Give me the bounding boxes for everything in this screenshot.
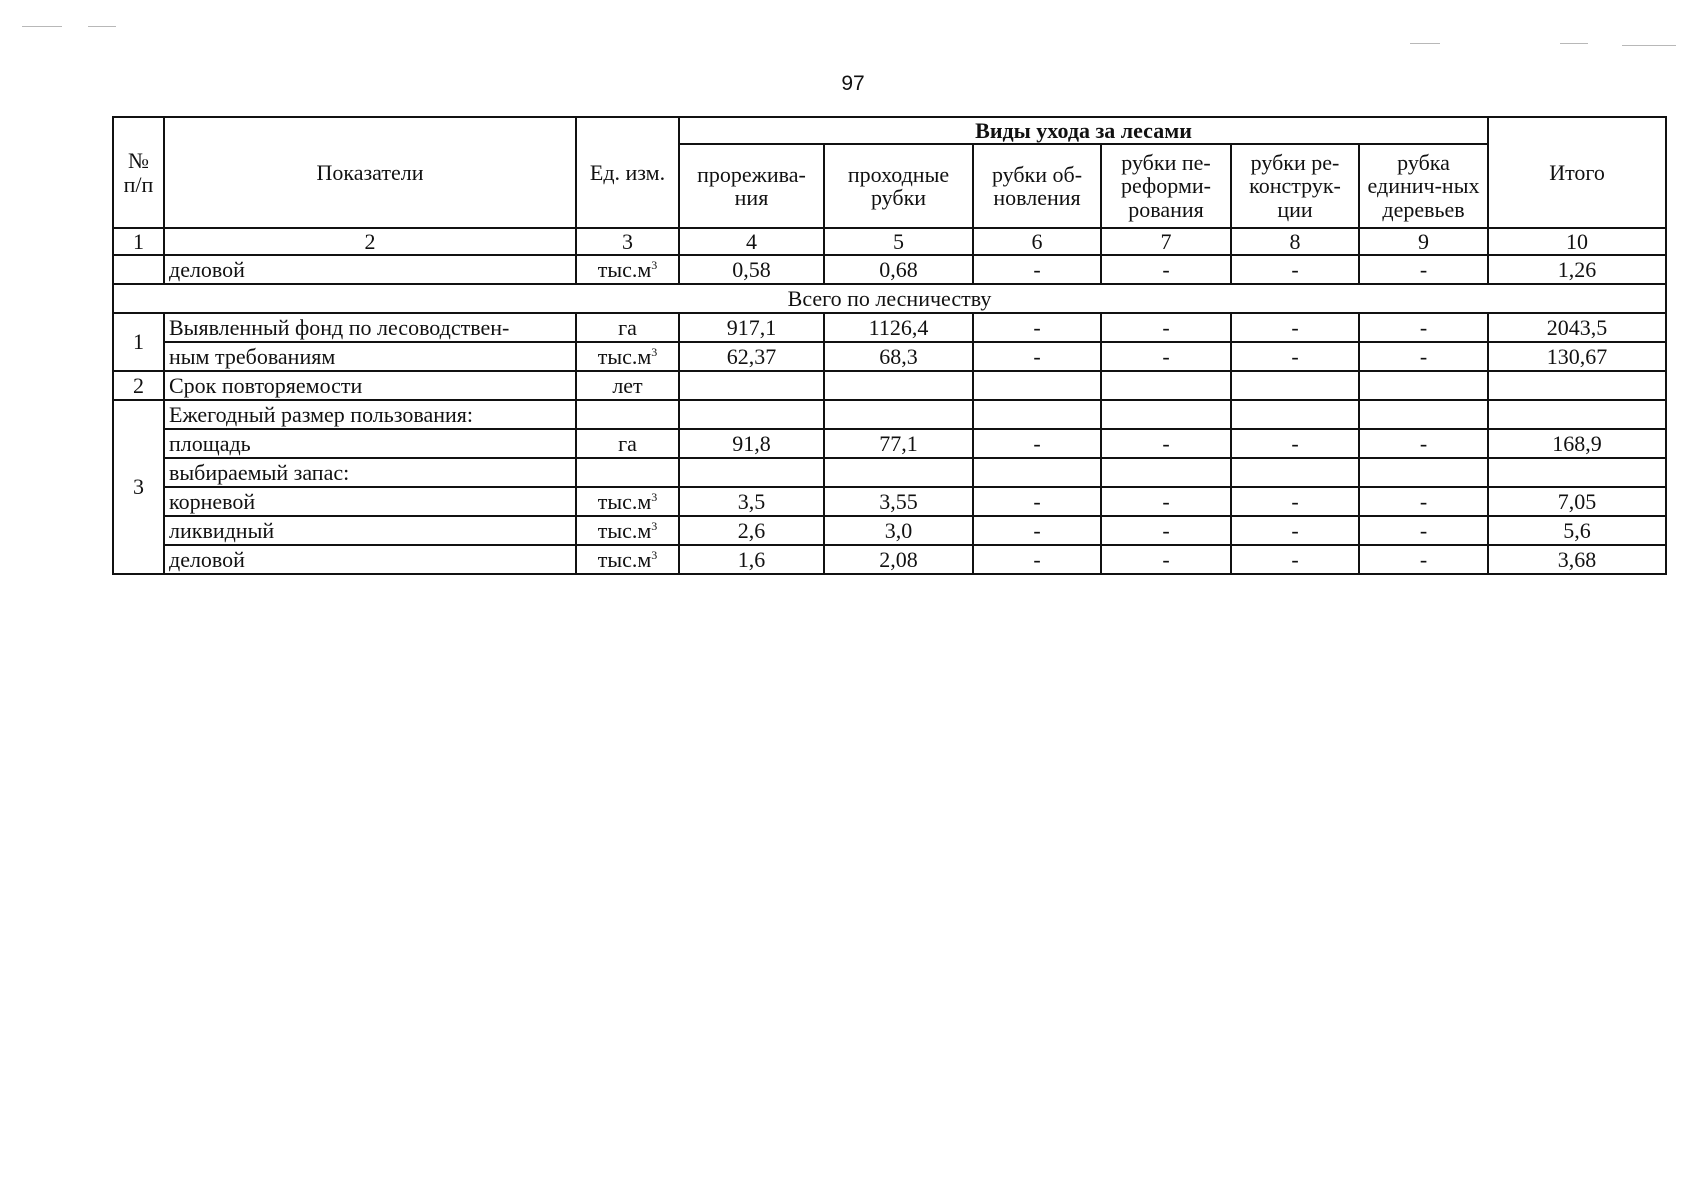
row-total: 7,05 xyxy=(1488,487,1666,516)
row-value: - xyxy=(1359,313,1488,342)
row-label: деловой xyxy=(164,545,576,574)
row-total: 5,6 xyxy=(1488,516,1666,545)
header-indicators-cell: Показатели xyxy=(164,117,576,228)
row-unit: га xyxy=(576,429,679,458)
row-value: - xyxy=(1101,516,1231,545)
row-value: - xyxy=(973,516,1101,545)
row-value: - xyxy=(1101,342,1231,371)
row-value xyxy=(1101,458,1231,487)
row-value: - xyxy=(973,429,1101,458)
row-unit: $тыс.м^3$ xyxy=(576,342,679,371)
row-value xyxy=(1231,371,1359,400)
row-value: - xyxy=(1231,255,1359,284)
row-value xyxy=(1359,400,1488,429)
header-numbers-row xyxy=(113,228,1666,255)
row-value: 62,37 xyxy=(679,342,824,371)
row-total: 3,68 xyxy=(1488,545,1666,574)
row-label: корневой xyxy=(164,487,576,516)
row-unit: $тыс.м^3$ xyxy=(576,255,679,284)
header-unit-cell: Ед. изм. xyxy=(576,117,679,228)
header-number: 8 xyxy=(1231,228,1359,255)
row-value xyxy=(824,458,973,487)
row-value: 1126,4 xyxy=(824,313,973,342)
row-value: 0,68 xyxy=(824,255,973,284)
row-value: - xyxy=(1231,545,1359,574)
row-value: - xyxy=(1359,429,1488,458)
header-col-7: рубки пе-реформи-рования xyxy=(1101,144,1231,228)
scan-artifact xyxy=(1560,43,1588,44)
header-row xyxy=(113,117,1666,144)
header-col-8: рубки ре-конструк-ции xyxy=(1231,144,1359,228)
table-row xyxy=(113,487,1666,516)
row-value: - xyxy=(1231,429,1359,458)
row-value xyxy=(1101,400,1231,429)
header-number: 3 xyxy=(576,228,679,255)
row-value xyxy=(1231,458,1359,487)
header-number: 5 xyxy=(824,228,973,255)
row-value xyxy=(973,458,1101,487)
row-total xyxy=(1488,458,1666,487)
row-value xyxy=(973,371,1101,400)
row-label: Срок повторяемости xyxy=(164,371,576,400)
row-value: - xyxy=(973,255,1101,284)
table-row xyxy=(113,255,1666,284)
row-value: 0,58 xyxy=(679,255,824,284)
row-num: 1 xyxy=(113,313,164,371)
row-value: - xyxy=(973,342,1101,371)
section-title: Всего по лесничеству xyxy=(113,284,1666,313)
page-number: 97 xyxy=(841,72,865,95)
table-row xyxy=(113,400,1666,429)
header-number: 1 xyxy=(113,228,164,255)
header-group-title: Виды ухода за лесами xyxy=(679,117,1488,144)
row-value: - xyxy=(1359,255,1488,284)
row-value: - xyxy=(1231,487,1359,516)
header-col-4: прорежива-ния xyxy=(679,144,824,228)
row-num: 2 xyxy=(113,371,164,400)
row-unit: $тыс.м^3$ xyxy=(576,516,679,545)
row-num xyxy=(113,255,164,284)
row-value: 2,08 xyxy=(824,545,973,574)
scan-artifact xyxy=(1410,43,1440,44)
row-value: - xyxy=(1101,487,1231,516)
row-label: ликвидный xyxy=(164,516,576,545)
scan-artifact xyxy=(22,26,62,27)
row-value xyxy=(824,400,973,429)
row-value: - xyxy=(1359,516,1488,545)
header-number: 7 xyxy=(1101,228,1231,255)
row-value xyxy=(973,400,1101,429)
row-value: - xyxy=(973,545,1101,574)
row-value: - xyxy=(1231,516,1359,545)
header-total-cell: Итого xyxy=(1488,117,1666,228)
row-value: - xyxy=(1101,255,1231,284)
row-unit: $тыс.м^3$ xyxy=(576,487,679,516)
header-number: 6 xyxy=(973,228,1101,255)
row-value xyxy=(679,400,824,429)
row-value: 1,6 xyxy=(679,545,824,574)
header-col-9: рубка единич-ных деревьев xyxy=(1359,144,1488,228)
row-value xyxy=(1231,400,1359,429)
row-value: 3,0 xyxy=(824,516,973,545)
table-row xyxy=(113,342,1666,371)
table-row xyxy=(113,545,1666,574)
row-total: 168,9 xyxy=(1488,429,1666,458)
row-value: - xyxy=(1231,313,1359,342)
row-value: - xyxy=(1231,342,1359,371)
row-value xyxy=(679,458,824,487)
forest-care-table xyxy=(112,116,1667,575)
table-row xyxy=(113,516,1666,545)
row-value: 917,1 xyxy=(679,313,824,342)
scan-artifact xyxy=(88,26,116,27)
row-total: 130,67 xyxy=(1488,342,1666,371)
row-label: Ежегодный размер пользования: xyxy=(164,400,576,429)
row-unit xyxy=(576,458,679,487)
table-row xyxy=(113,371,1666,400)
row-total xyxy=(1488,371,1666,400)
header-number: 9 xyxy=(1359,228,1488,255)
row-value: - xyxy=(1359,487,1488,516)
row-label: деловой xyxy=(164,255,576,284)
row-label: ным требованиям xyxy=(164,342,576,371)
table-row xyxy=(113,458,1666,487)
table-row xyxy=(113,429,1666,458)
row-value: - xyxy=(973,313,1101,342)
row-value xyxy=(1101,371,1231,400)
row-label: Выявленный фонд по лесоводствен- xyxy=(164,313,576,342)
row-unit: га xyxy=(576,313,679,342)
header-col-6: рубки об-новления xyxy=(973,144,1101,228)
row-value: - xyxy=(1101,545,1231,574)
row-value: - xyxy=(1101,429,1231,458)
row-value: - xyxy=(973,487,1101,516)
header-num-cell: № п/п xyxy=(113,117,164,228)
row-value: 3,55 xyxy=(824,487,973,516)
table-row xyxy=(113,313,1666,342)
row-label: выбираемый запас: xyxy=(164,458,576,487)
row-total: 1,26 xyxy=(1488,255,1666,284)
row-value xyxy=(1359,458,1488,487)
row-value: 68,3 xyxy=(824,342,973,371)
row-value: 77,1 xyxy=(824,429,973,458)
row-unit: $тыс.м^3$ xyxy=(576,545,679,574)
row-value: 3,5 xyxy=(679,487,824,516)
row-unit xyxy=(576,400,679,429)
row-value: 2,6 xyxy=(679,516,824,545)
section-row xyxy=(113,284,1666,313)
row-total: 2043,5 xyxy=(1488,313,1666,342)
row-total xyxy=(1488,400,1666,429)
row-num: 3 xyxy=(113,400,164,574)
row-value xyxy=(1359,371,1488,400)
header-number: 10 xyxy=(1488,228,1666,255)
row-value: - xyxy=(1359,545,1488,574)
row-value: 91,8 xyxy=(679,429,824,458)
row-value: - xyxy=(1101,313,1231,342)
row-label: площадь xyxy=(164,429,576,458)
row-value xyxy=(824,371,973,400)
header-number: 2 xyxy=(164,228,576,255)
row-value: - xyxy=(1359,342,1488,371)
scan-artifact xyxy=(1622,45,1676,46)
header-number: 4 xyxy=(679,228,824,255)
row-value xyxy=(679,371,824,400)
row-unit: лет xyxy=(576,371,679,400)
header-col-5: проходные рубки xyxy=(824,144,973,228)
